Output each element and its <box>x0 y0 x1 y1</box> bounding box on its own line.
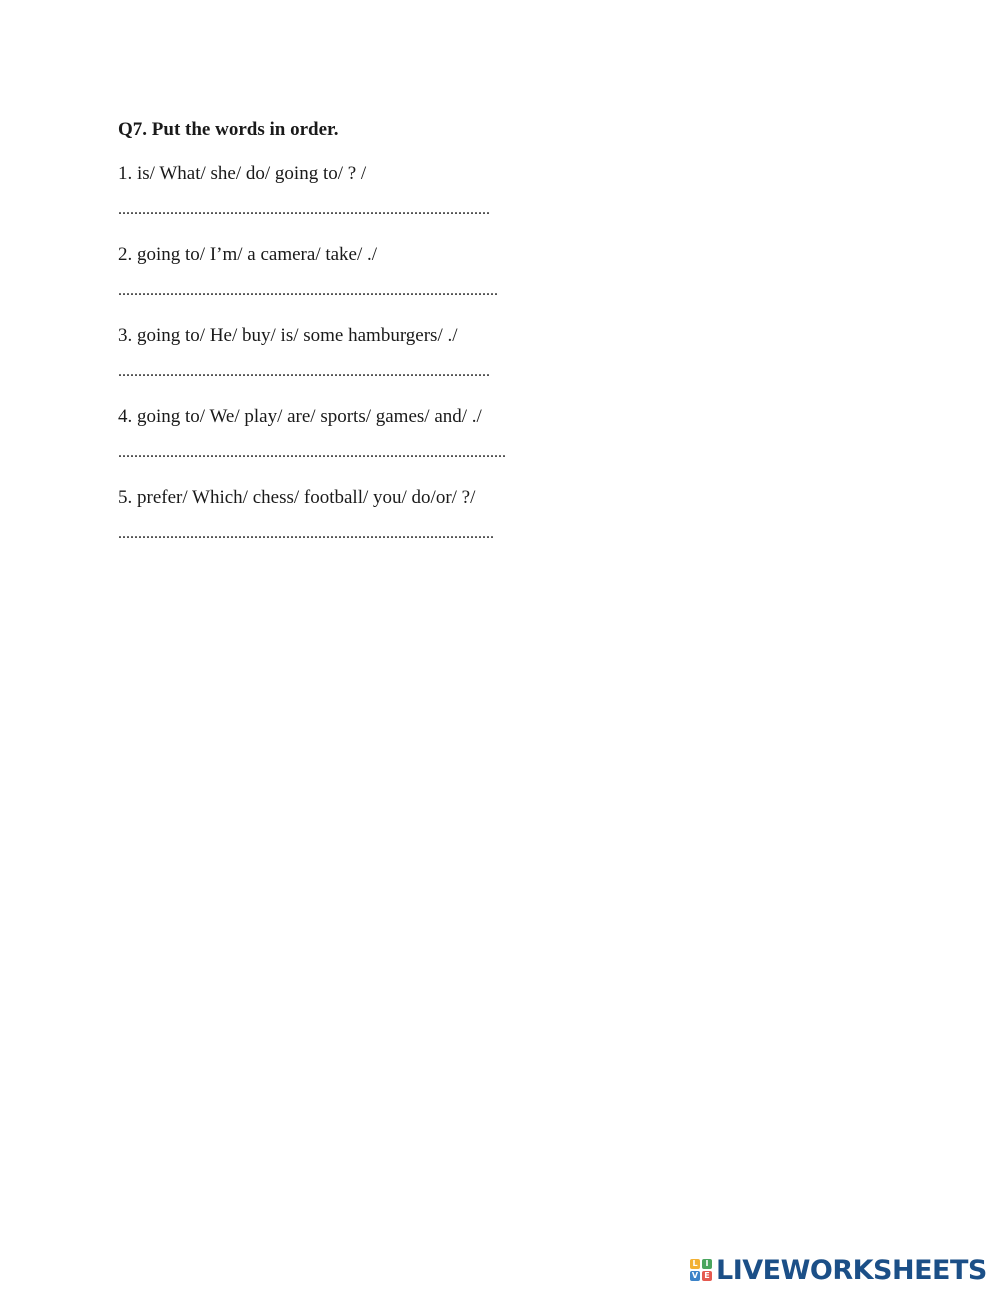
answer-line-2[interactable]: ............................................................................................... <box>118 282 498 299</box>
answer-line-3[interactable]: ............................................................................................. <box>118 363 490 380</box>
question-heading: Q7. Put the words in order. <box>118 119 339 140</box>
item-prompt-3: 3. going to/ He/ buy/ is/ some hamburgers/ ./ <box>118 325 458 346</box>
answer-line-5[interactable]: .............................................................................................. <box>118 525 494 542</box>
question-item-3 <box>118 322 818 382</box>
logo-cell-i: I <box>702 1259 712 1269</box>
logo-text: LIVEWORKSHEETS <box>716 1254 987 1286</box>
item-prompt-1: 1. is/ What/ she/ do/ going to/ ? / <box>118 163 367 184</box>
item-prompt-2: 2. going to/ I’m/ a camera/ take/ ./ <box>118 244 378 265</box>
logo-cell-e: E <box>702 1271 712 1281</box>
logo-mark-icon <box>690 1259 712 1281</box>
logo-cell-l: L <box>690 1259 700 1269</box>
question-item-2 <box>118 241 818 301</box>
logo-cell-v: V <box>691 1271 699 1280</box>
question-item-5 <box>118 484 818 544</box>
item-prompt-5: 5. prefer/ Which/ chess/ football/ you/ do/or/ ?/ <box>118 487 476 508</box>
answer-line-1[interactable]: ............................................................................................. <box>118 201 490 218</box>
item-prompt-4: 4. going to/ We/ play/ are/ sports/ games/ and/ ./ <box>118 406 482 427</box>
worksheet <box>118 116 818 565</box>
liveworksheets-logo[interactable] <box>690 1252 987 1288</box>
question-item-4 <box>118 403 818 463</box>
answer-line-4[interactable]: ................................................................................................. <box>118 444 506 461</box>
question-item-1 <box>118 160 818 220</box>
